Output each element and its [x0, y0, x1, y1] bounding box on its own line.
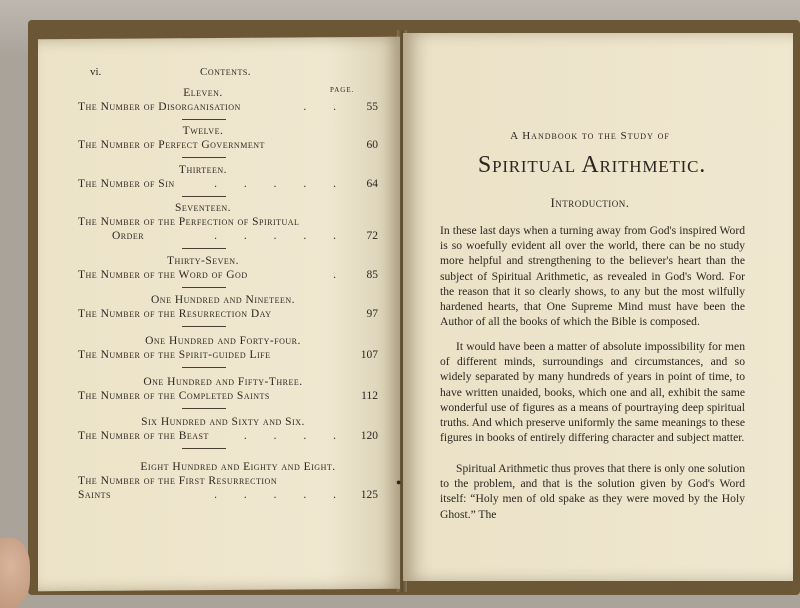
entry-page: 60 [366, 139, 378, 151]
thumb [0, 538, 30, 608]
entry-divider [182, 248, 226, 249]
entry-dots: . [333, 269, 348, 281]
entry-text: The Number of the Word of God [78, 269, 248, 281]
entry-divider [182, 287, 226, 288]
page-column-label: PAGE. [330, 86, 355, 94]
contents-entry [78, 254, 378, 288]
entry-divider [182, 448, 226, 449]
contents-entry [78, 124, 378, 158]
entry-text-line1: The Number of the Perfection of Spiritual [78, 216, 300, 228]
book-title: Spiritual Arithmetic. [477, 152, 707, 178]
entry-page: 72 [366, 230, 378, 242]
entry-page: 112 [361, 390, 378, 402]
entry-text: The Number of the Completed Saints [78, 390, 270, 402]
entry-divider [182, 196, 226, 197]
contents-entry [78, 86, 378, 120]
ink-mark: ● [396, 477, 402, 487]
entry-heading: Twelve. [182, 125, 224, 137]
entry-text: The Number of Sin [78, 178, 175, 190]
entry-heading: Seventeen. [174, 202, 232, 214]
entry-dots: . . . . . [214, 230, 348, 242]
entry-text: The Number of Perfect Government [78, 139, 265, 151]
entry-heading: Thirteen. [178, 164, 228, 176]
entry-divider [182, 326, 226, 327]
entry-dots: . . . . . [214, 489, 348, 501]
contents-entry [78, 415, 378, 449]
entry-text: The Number of Disorganisation [78, 101, 241, 113]
intro-paragraph: Spiritual Arithmetic thus proves that there is only one solution to the problem, and that is the solution given by God's Word itself: “Holy men of old spake as they were moved by the Holy Ghost.” The [440, 462, 745, 521]
contents-entry [78, 460, 378, 502]
entry-page: 120 [360, 430, 378, 442]
entry-divider [182, 367, 226, 368]
entry-heading: One Hundred and Fifty-Three. [143, 376, 303, 388]
entry-text: Saints [78, 489, 111, 501]
entry-text: Order [112, 230, 145, 242]
contents-entry [78, 201, 378, 249]
entry-page: 125 [360, 489, 378, 501]
page-number: vi. [90, 66, 102, 78]
entry-heading: Six Hundred and Sixty and Six. [141, 416, 305, 428]
entry-dots: . . [303, 101, 348, 113]
entry-heading: One Hundred and Nineteen. [150, 294, 295, 306]
entry-heading: Eleven. [183, 87, 223, 99]
entry-page: 85 [366, 269, 378, 281]
contents-entry [78, 334, 378, 368]
entry-divider [182, 157, 226, 158]
introduction-heading: Introduction. [550, 195, 630, 210]
entry-page: 97 [366, 308, 378, 320]
entry-text: The Number of the Beast [78, 430, 209, 442]
entry-text: The Number of the Spirit-guided Life [78, 349, 271, 361]
contents-title: Contents. [200, 66, 252, 78]
entry-text-line1: The Number of the First Resurrection [78, 475, 278, 487]
book-subtitle: A Handbook to the Study of [510, 130, 670, 142]
entry-divider [182, 408, 226, 409]
entry-heading: One Hundred and Forty-four. [145, 335, 301, 347]
contents-entry [78, 163, 378, 197]
entry-dots: . . . . [243, 430, 348, 442]
entry-divider [182, 119, 226, 120]
contents-entry [78, 375, 378, 409]
intro-paragraph: In these last days when a turning away from God's inspired Word is so woefully evident all over the world, there can be no study more helpful and strengthening to the believer's heart than the subject of Spiritual Arithmetic, as revealed in God's Word. For the reason that it so clearly shows, to any but the most wilfully hardened hearts, that One Supreme Mind must have been the Author of all the books of which the Bible is composed. [440, 224, 745, 329]
entry-heading: Eight Hundred and Eighty and Eight. [140, 461, 336, 473]
entry-page: 55 [366, 101, 378, 113]
entry-page: 107 [360, 349, 378, 361]
entry-dots: . . . . . [214, 178, 348, 190]
entry-text: The Number of the Resurrection Day [78, 308, 272, 320]
entry-page: 64 [366, 178, 378, 190]
entry-heading: Thirty-Seven. [167, 255, 239, 267]
intro-paragraph: It would have been a matter of absolute impossibility for men of different minds, surroundings and circumstances, and so widely separated by many hundreds of years in point of time, to have written unaided, books, which one and all, exhibit the same wonderful use of figures as a means of pourtraying deep spiritual truths. And which preserve uniformly the same meanings to these figures in books of entirely differing character and subject matter. [440, 340, 745, 445]
contents-entry [78, 293, 378, 327]
